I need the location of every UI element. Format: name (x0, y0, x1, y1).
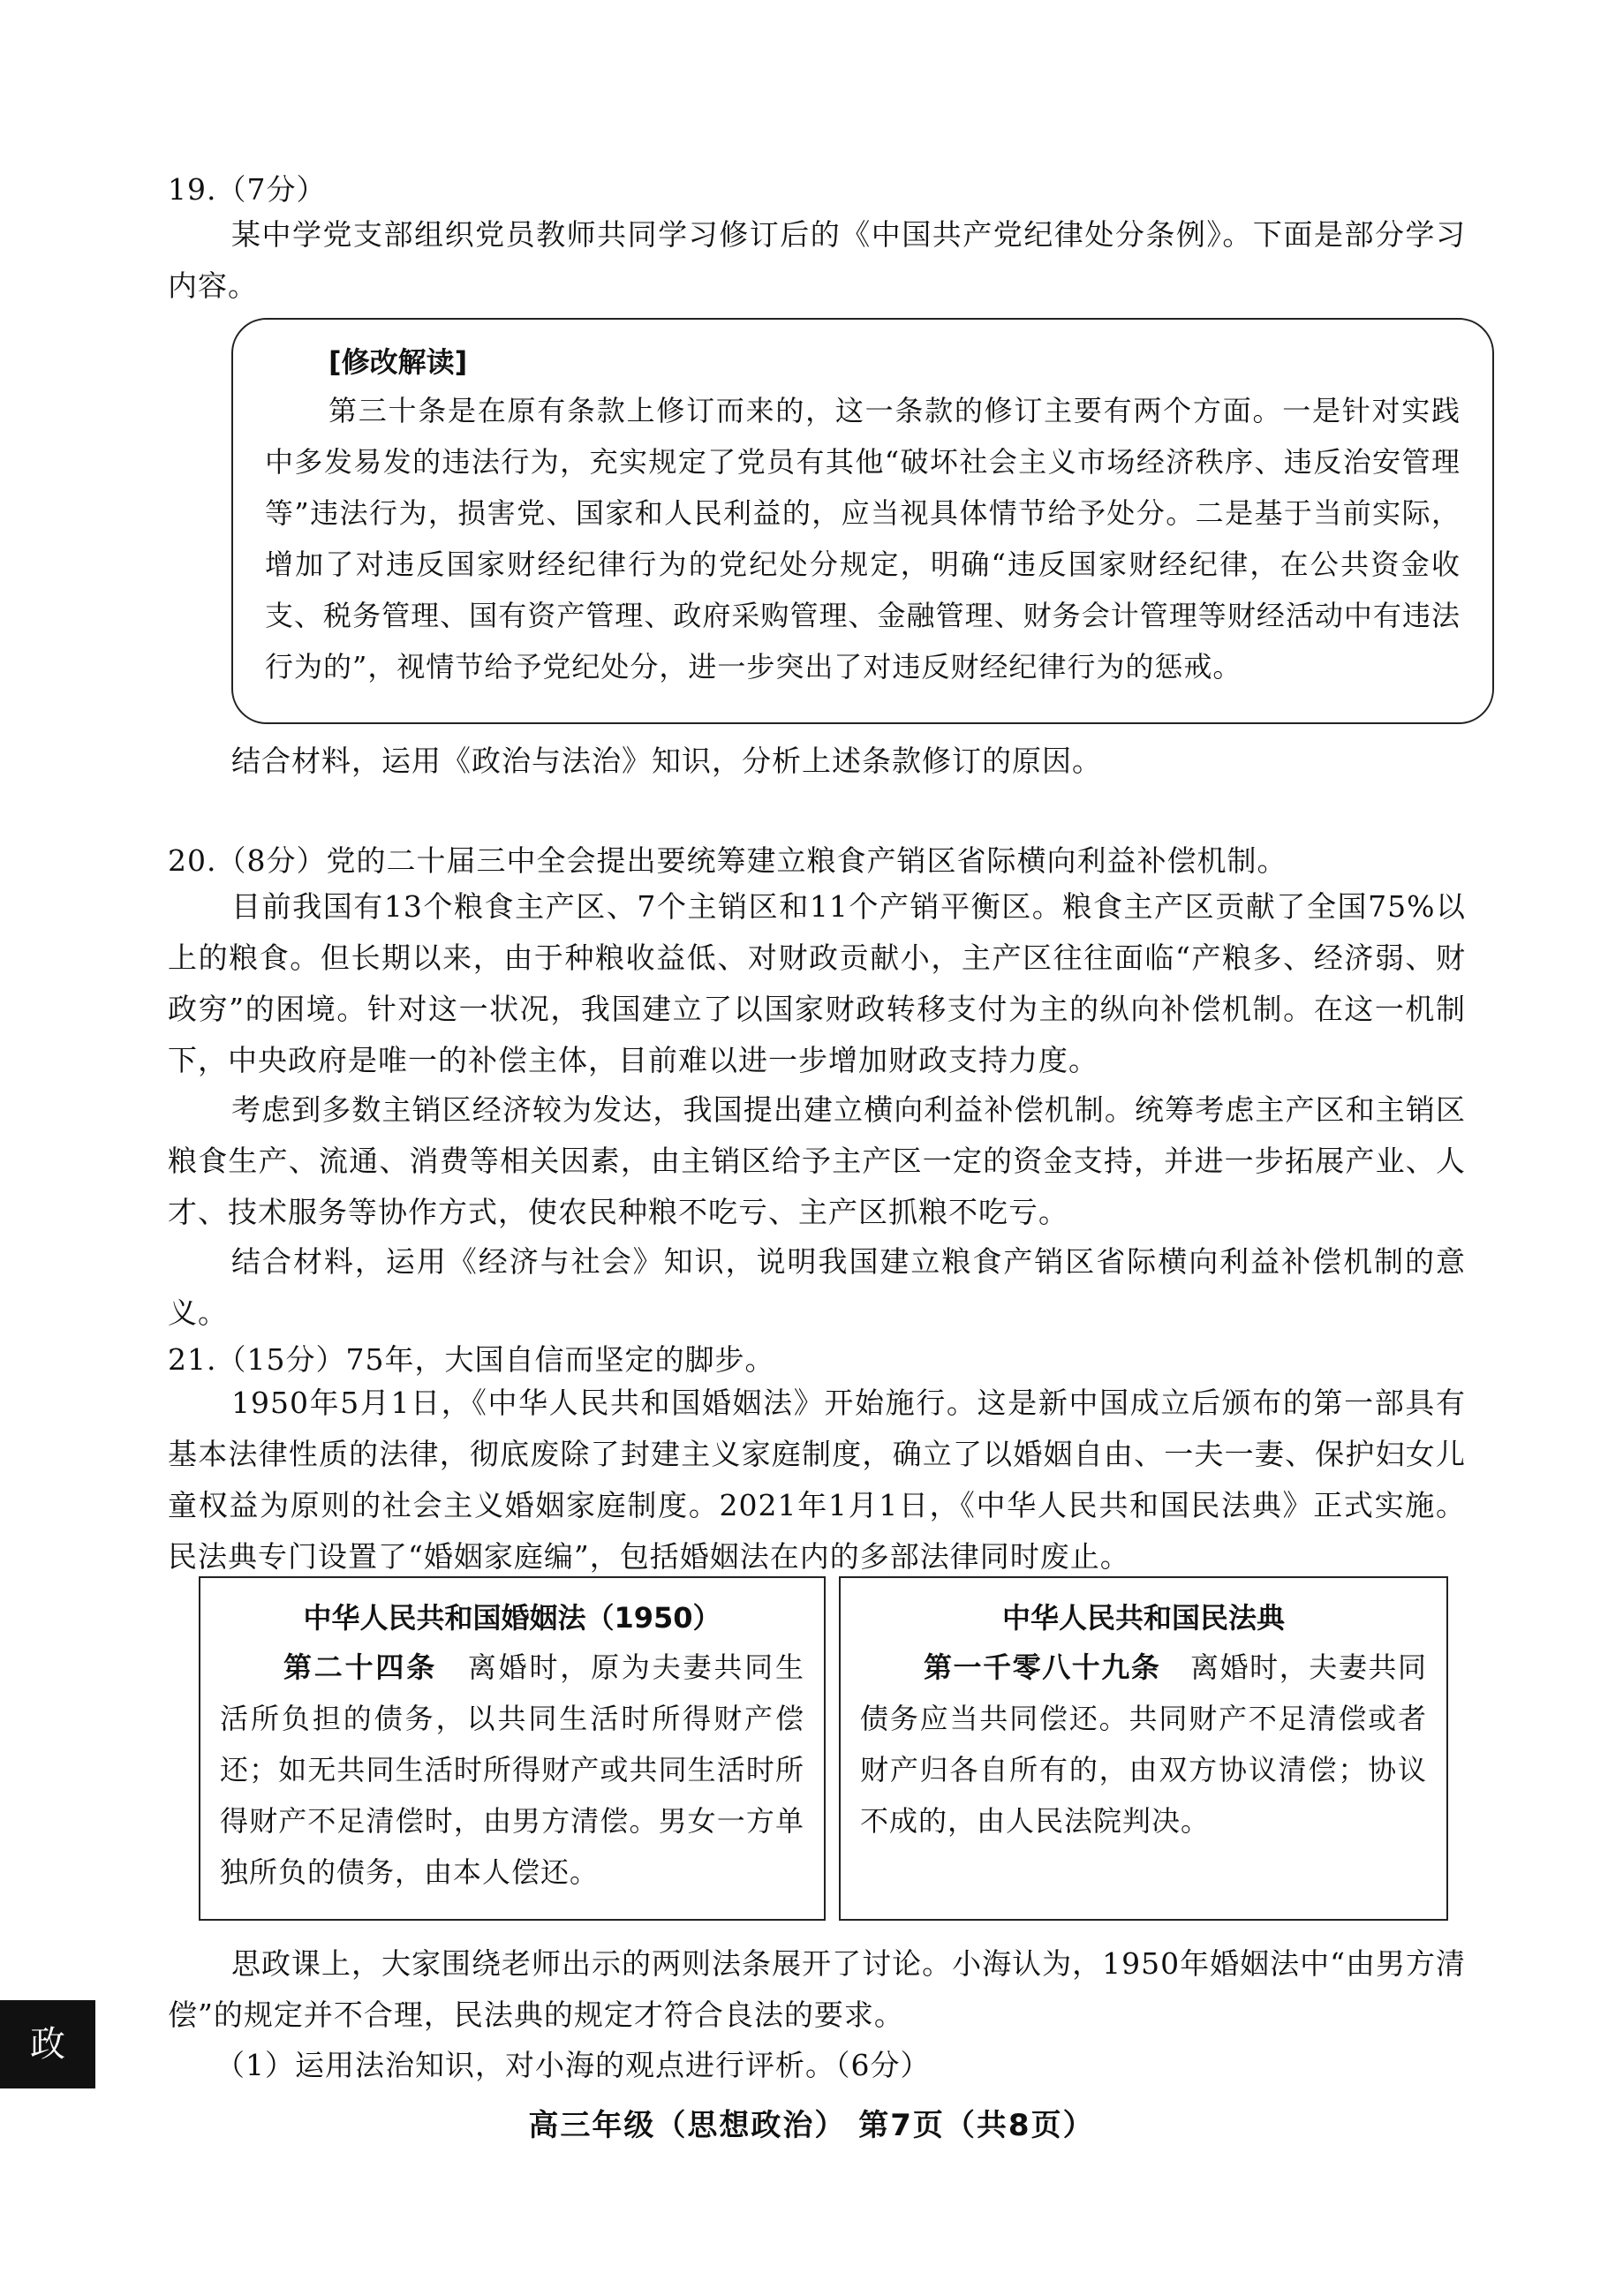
civil-code-article-number: 第一千零八十九条 (924, 1650, 1161, 1684)
marriage-law-article-24 (220, 1642, 804, 1898)
page-footer: 高三年级（思想政治） 第7页（共8页） (528, 2108, 1095, 2143)
marriage-law-box (199, 1576, 826, 1921)
civil-code-title: 中华人民共和国民法典 (1001, 1601, 1285, 1635)
marriage-law-title: 中华人民共和国婚姻法（1950） (303, 1601, 721, 1635)
civil-code-article-1089 (860, 1642, 1427, 1847)
q21-heading: 21.（15分）75年，大国自信而坚定的脚步。 (168, 1342, 775, 1377)
marriage-law-article-text: 离婚时，原为夫妻共同生活所负担的债务，以共同生活时所得财产偿还；如无共同生活时所得财产或共同生活时所得财产不足清偿时，由男方清偿。男女一方单独所负的债务，由本人偿还。 (220, 1650, 804, 1889)
subject-side-tab: 政 (0, 2000, 95, 2088)
q19-intro: 某中学党支部组织党员教师共同学习修订后的《中国共产党纪律处分条例》。下面是部分学习内容。 (168, 217, 1466, 303)
civil-code-article-text: 离婚时，夫妻共同债务应当共同偿还。共同财产不足清偿或者财产归各自所有的，由双方协议清偿；协议不成的，由人民法院判决。 (860, 1650, 1427, 1838)
q21-sub1: （1）运用法治知识，对小海的观点进行评析。（6分） (215, 2048, 931, 2082)
q21-para1: 1950年5月1日，《中华人民共和国婚姻法》开始施行。这是新中国成立后颁布的第一部具有基本法律性质的法律，彻底废除了封建主义家庭制度，确立了以婚姻自由、一夫一妻、保护妇女儿童权益为原则的社会主义婚姻家庭制度。2021年1月1日，《中华人民共和国民法典》正式实施。民法典专门设置了“婚姻家庭编”，包括婚姻法在内的多部法律同时废止。 (168, 1386, 1466, 1574)
marriage-law-article-number: 第二十四条 (283, 1650, 438, 1684)
q20-task: 结合材料，运用《经济与社会》知识，说明我国建立粮食产销区省际横向利益补偿机制的意义。 (168, 1244, 1466, 1330)
q19-heading: 19.（7分） (168, 172, 327, 207)
q19-box-title: [修改解读] (328, 345, 468, 379)
civil-code-box (839, 1576, 1448, 1921)
q20-para1: 目前我国有13个粮食主产区、7个主销区和11个产销平衡区。粮食主产区贡献了全国75%以上的粮食。但长期以来，由于种粮收益低、对财政贡献小，主产区往往面临“产粮多、经济弱、财政穷”的困境。针对这一状况，我国建立了以国家财政转移支付为主的纵向补偿机制。在这一机制下，中央政府是唯一的补偿主体，目前难以进一步增加财政支持力度。 (168, 889, 1466, 1077)
q19-task: 结合材料，运用《政治与法治》知识，分析上述条款修订的原因。 (231, 744, 1102, 778)
q20-para2: 考虑到多数主销区经济较为发达，我国提出建立横向利益补偿机制。统筹考虑主产区和主销区粮食生产、流通、消费等相关因素，由主销区给予主产区一定的资金支持，并进一步拓展产业、人才、技术服务等协作方式，使农民种粮不吃亏、主产区抓粮不吃亏。 (168, 1092, 1466, 1229)
q20-heading: 20.（8分）党的二十届三中全会提出要统筹建立粮食产销区省际横向利益补偿机制。 (168, 843, 1287, 878)
q21-para2: 思政课上，大家围绕老师出示的两则法条展开了讨论。小海认为，1950年婚姻法中“由男方清偿”的规定并不合理，民法典的规定才符合良法的要求。 (168, 1946, 1466, 2032)
q19-material-box (231, 318, 1494, 724)
q19-box-text: 第三十条是在原有条款上修订而来的，这一条款的修订主要有两个方面。一是针对实践中多发易发的违法行为，充实规定了党员有其他“破坏社会主义市场经济秩序、违反治安管理等”违法行为，损害党、国家和人民利益的，应当视具体情节给予处分。二是基于当前实际，增加了对违反国家财经纪律行为的党纪处分规定，明确“违反国家财经纪律，在公共资金收支、税务管理、国有资产管理、政府采购管理、金融管理、财务会计管理等财经活动中有违法行为的”，视情节给予党纪处分，进一步突出了对违反财经纪律行为的惩戒。 (265, 394, 1461, 684)
